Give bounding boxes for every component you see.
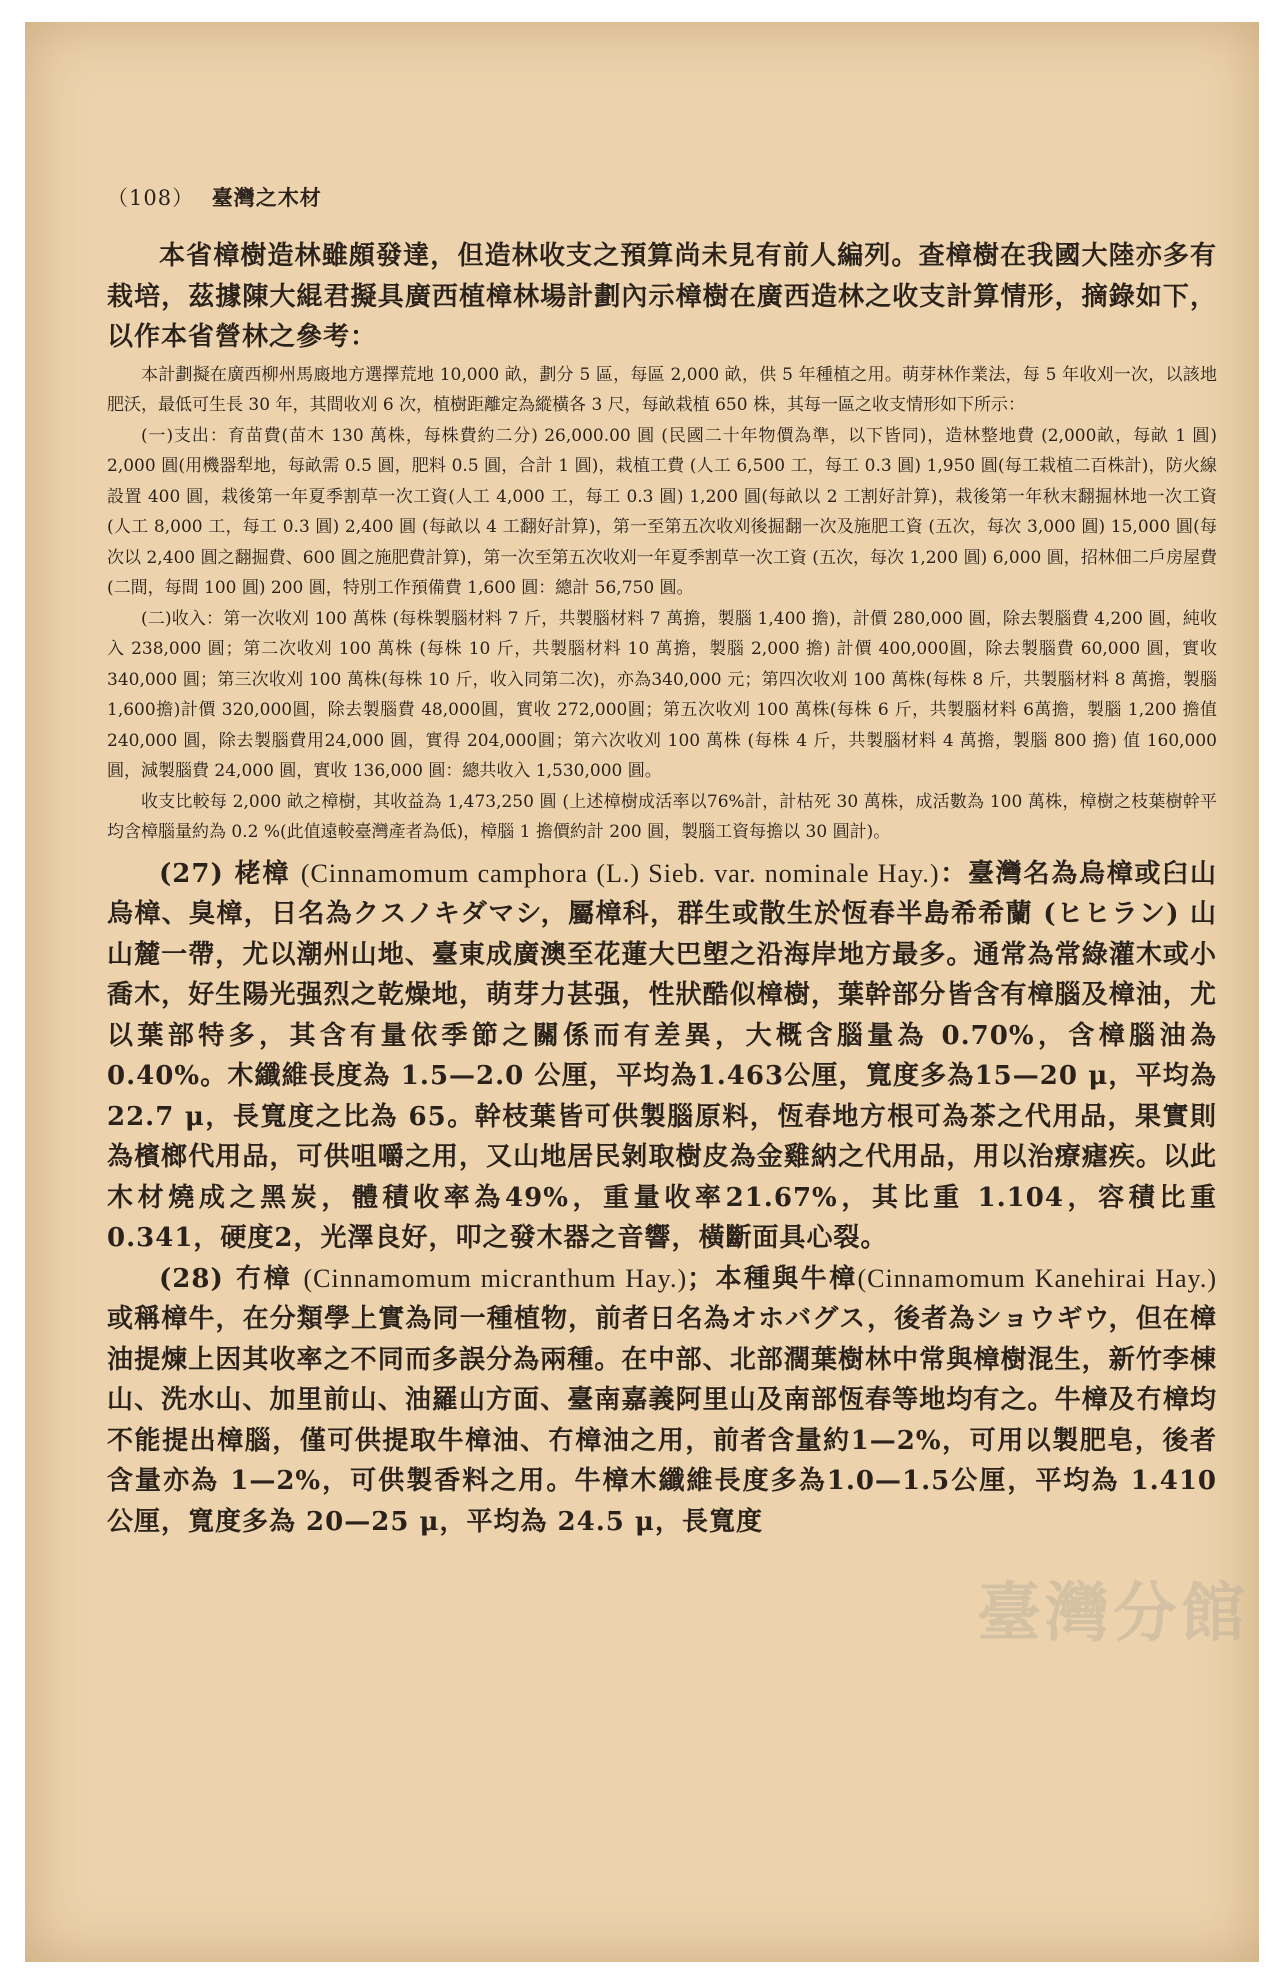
library-watermark-stamp: 臺灣分館	[977, 1576, 1249, 1651]
income-paragraph: (二)收入：第一次收刈 100 萬株 (每株製腦材料 7 斤，共製腦材料 7 萬擔，製腦 1,400 擔)，計價 280,000 圓，除去製腦費 4,200 圓，純收入 238,000 圓；第二次收刈 100 萬株 (每株 10 斤，共製腦材料 10 萬擔，製腦 2,000 擔) 計價 400,000圓，除去製腦費 60,000 圓，實收 340,000 圓；第三次收刈 100 萬株(每株 10 斤，收入同第二次)，亦為340,000 元；第四次收刈 100 萬株(每株 8 斤，共製腦材料 8 萬擔，製腦 1,600擔)計價 320,000圓，除去製腦費 48,000圓，實收 272,000圓；第五次收刈 100 萬株(每株 6 斤，共製腦材料 6萬擔，製腦 1,200 擔值 240,000 圓，除去製腦費用24,000 圓，實得 204,000圓；第六次收刈 100 萬株 (每株 4 斤，共製腦材料 4 萬擔，製腦 800 擔) 值 160,000 圓，減製腦費 24,000 圓，實收 136,000 圓：總共收入 1,530,000 圓。	[107, 608, 1217, 781]
entry-27-body: ：臺灣名為烏樟或臼山烏樟、臭樟，日名為クスノキダマシ，屬樟科，群生或散生於恆春半島希希蘭 (ヒヒラン) 山山麓一帶，尤以潮州山地、臺東成廣澳至花蓮大巴塱之沿海岸地方最多。通常為常綠灌木或小喬木，好生陽光强烈之乾燥地，萌芽力甚强，性狀酷似樟樹，葉幹部分皆含有樟腦及樟油，尤以葉部特多，其含有量依季節之關係而有差異，大概含腦量為 0.70%，含樟腦油為 0.40%。木纖維長度為 1.5—2.0 公厘，平均為1.463公厘，寬度多為15—20 μ，平均為 22.7 μ，長寬度之比為 65。幹枝葉皆可供製腦原料，恆春地方根可為茶之代用品，果實則為檳榔代用品，可供咀嚼之用，又山地居民剝取樹皮為金雞納之代用品，用以治療瘧疾。以此木材燒成之黑炭，體積收率為49%，重量收率21.67%，其比重 1.104，容積比重0.341，硬度2，光澤良好，叩之發木器之音響，橫斷面具心裂。	[107, 858, 1217, 1253]
entry-28-latin-name-2: (Cinnamomum Kanehirai Hay.)	[857, 1263, 1217, 1293]
intro-paragraph: 本省樟樹造林雖頗發達，但造林收支之預算尚未見有前人編列。查樟樹在我國大陸亦多有栽培，茲據陳大緄君擬具廣西植樟林場計劃內示樟樹在廣西造林之收支計算情形，摘錄如下，以作本省營林之參考：	[107, 241, 1217, 352]
comparison-paragraph: 收支比較每 2,000 畝之樟樹，其收益為 1,473,250 圓 (上述樟樹成活率以76%計，計枯死 30 萬株，成活數為 100 萬株，樟樹之枝葉樹幹平均含樟腦量約為 0.2 %(此值遠較臺灣產者為低)，樟腦 1 擔價約計 200 圓，製腦工資每擔以 30 圓計)。	[107, 791, 1217, 842]
entry-28-mid: ；本種與牛樟	[687, 1263, 858, 1294]
running-header	[107, 182, 1217, 212]
plan-paragraph: 本計劃擬在廣西柳州馬廄地方選擇荒地 10,000 畝，劃分 5 區，每區 2,000 畝，供 5 年種植之用。萌芽林作業法，每 5 年收刈一次，以該地肥沃，最低可生長 30 年，其間收刈 6 次，植樹距離定為縱橫各 3 尺，每畝栽植 650 株，其每一區之收支情形如下所示：	[107, 364, 1217, 415]
page-number: （108）	[107, 186, 195, 210]
entry-27-heading: (27) 栳樟	[159, 858, 291, 889]
entry-28-body: 或稱樟牛，在分類學上實為同一種植物，前者日名為オホバグス，後者為ショウギウ，但在樟油提煉上因其收率之不同而多誤分為兩種。在中部、北部濶葉樹林中常與樟樹混生，新竹李棟山、洗水山、加里前山、油羅山方面、臺南嘉義阿里山及南部恆春等地均有之。牛樟及冇樟均不能提出樟腦，僅可供提取牛樟油、冇樟油之用，前者含量約1—2%，可用以製肥皂，後者含量亦為 1—2%，可供製香料之用。牛樟木纖維長度多為1.0—1.5公厘，平均為 1.410 公厘，寬度多為 20—25 μ，平均為 24.5 μ，長寬度	[107, 1304, 1217, 1537]
page-content	[107, 182, 1217, 1542]
entry-28-paragraph	[107, 1259, 1217, 1543]
book-title: 臺灣之木材	[211, 185, 322, 210]
book-page	[25, 22, 1259, 1962]
expense-paragraph: (一)支出：育苗費(苗木 130 萬株，每株費約二分) 26,000.00 圓 (民國二十年物價為準，以下皆同)，造林整地費 (2,000畝，每畝 1 圓) 2,000 圓(用機器犁地，每畝需 0.5 圓，肥料 0.5 圓，合計 1 圓)，栽植工費 (人工 6,500 工，每工 0.3 圓) 1,950 圓(每工栽植二百株計)，防火線設置 400 圓，栽後第一年夏季割草一次工資(人工 4,000 工，每工 0.3 圓) 1,200 圓(每畝以 2 工割好計算)，栽後第一年秋末翻掘林地一次工資 (人工 8,000 工，每工 0.3 圓) 2,400 圓 (每畝以 4 工翻好計算)，第一至第五次收刈後掘翻一次及施肥工資 (五次，每次 3,000 圓) 15,000 圓(每次以 2,400 圓之翻掘費、600 圓之施肥費計算)，第一次至第五次收刈一年夏季割草一次工資 (五次，每次 1,200 圓) 6,000 圓，招林佃二戶房屋費(二間，每間 100 圓) 200 圓，特別工作預備費 1,600 圓：總計 56,750 圓。	[107, 425, 1217, 598]
entry-27-paragraph	[107, 854, 1217, 1259]
entry-28-latin-name: (Cinnamomum micranthum Hay.)	[303, 1263, 688, 1293]
entry-28-heading: (28) 冇樟	[159, 1263, 293, 1294]
entry-27-latin-name: (Cinnamomum camphora (L.) Sieb. var. nominale Hay.)	[300, 858, 940, 888]
